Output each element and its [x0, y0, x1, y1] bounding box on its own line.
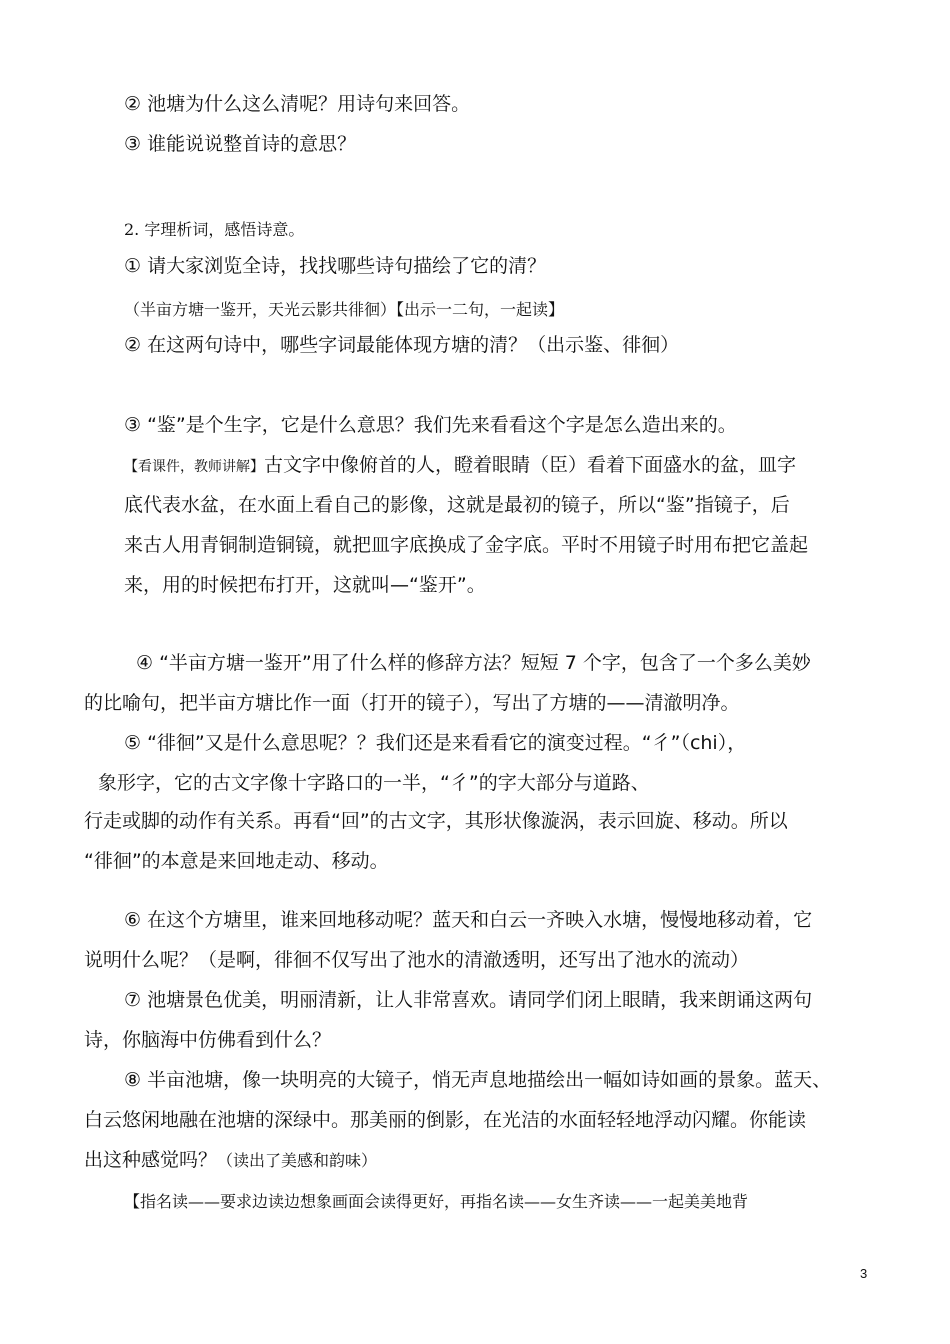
text-line	[84, 1148, 377, 1173]
text-line: 来古人用青铜制造铜镜，就把皿字底换成了金字底。平时不用镜子时用布把它盖起	[124, 534, 809, 556]
note-text: 古文字中像俯首的人，瞪着眼睛（臣）看着下面盛水的盆，皿字	[264, 454, 797, 476]
text-line: ③ “鉴”是个生字，它是什么意思？我们先来看看这个字是怎么造出来的。	[124, 414, 737, 436]
text-line: 说明什么呢？（是啊，徘徊不仅写出了池水的清澈透明，还写出了池水的流动）	[84, 949, 750, 971]
text-line: （半亩方塘一鉴开，天光云影共徘徊）【出示一二句，一起读】	[124, 300, 565, 319]
text-line: ⑧ 半亩池塘，像一块明亮的大镜子，悄无声息地描绘出一幅如诗如画的景象。蓝天、	[124, 1069, 832, 1091]
note-label: 【看课件，教师讲解】	[124, 459, 264, 475]
section-heading: 2. 字理析词，感悟诗意。	[124, 220, 305, 239]
text-line: ① 请大家浏览全诗，找找哪些诗句描绘了它的清？	[124, 255, 547, 277]
text-line: 【指名读——要求边读边想象画面会读得更好，再指名读——女生齐读——一起美美地背	[124, 1192, 749, 1211]
text-line: “徘徊”的本意是来回地走动、移动。	[84, 850, 389, 872]
answer-note: （读出了美感和韵味）	[217, 1151, 378, 1170]
page-number: 3	[860, 1266, 868, 1281]
text-line: 诗，你脑海中仿佛看到什么？	[84, 1029, 332, 1051]
text-line: 行走或脚的动作有关系。再看“回”的古文字，其形状像漩涡，表示回旋、移动。所以	[84, 810, 788, 832]
text-line: 的比喻句，把半亩方塘比作一面（打开的镜子），写出了方塘的——清澈明净。	[84, 692, 740, 714]
text-line: ⑦ 池塘景色优美，明丽清新，让人非常喜欢。请同学们闭上眼睛，我来朗诵这两句	[124, 989, 813, 1011]
text-line: ② 池塘为什么这么清呢？用诗句来回答。	[124, 93, 471, 115]
text-line: 来，用的时候把布打开，这就叫—“鉴开”。	[124, 574, 486, 596]
text-line	[124, 453, 796, 479]
text-line: 底代表水盆，在水面上看自己的影像，这就是最初的镜子，所以“鉴”指镜子，后	[124, 494, 790, 516]
text-line: ② 在这两句诗中，哪些字词最能体现方塘的清？（出示鉴、徘徊）	[124, 334, 680, 356]
text-line: ⑤ “徘徊”又是什么意思呢？？我们还是来看看它的演变过程。“彳”（chi），	[124, 732, 747, 754]
text-line: 白云悠闲地融在池塘的深绿中。那美丽的倒影，在光洁的水面轻轻地浮动闪耀。你能读	[84, 1109, 807, 1131]
text-line: 象形字，它的古文字像十字路口的一半，“彳”的字大部分与道路、	[98, 772, 650, 794]
text-line: ③ 谁能说说整首诗的意思？	[124, 133, 357, 155]
text-line: ⑥ 在这个方塘里，谁来回地移动呢？蓝天和白云一齐映入水塘，慢慢地移动着，它	[124, 909, 813, 931]
text-line: ④ “半亩方塘一鉴开”用了什么样的修辞方法？短短 7 个字，包含了一个多么美妙	[136, 652, 811, 674]
question-text: 出这种感觉吗？	[84, 1149, 218, 1171]
